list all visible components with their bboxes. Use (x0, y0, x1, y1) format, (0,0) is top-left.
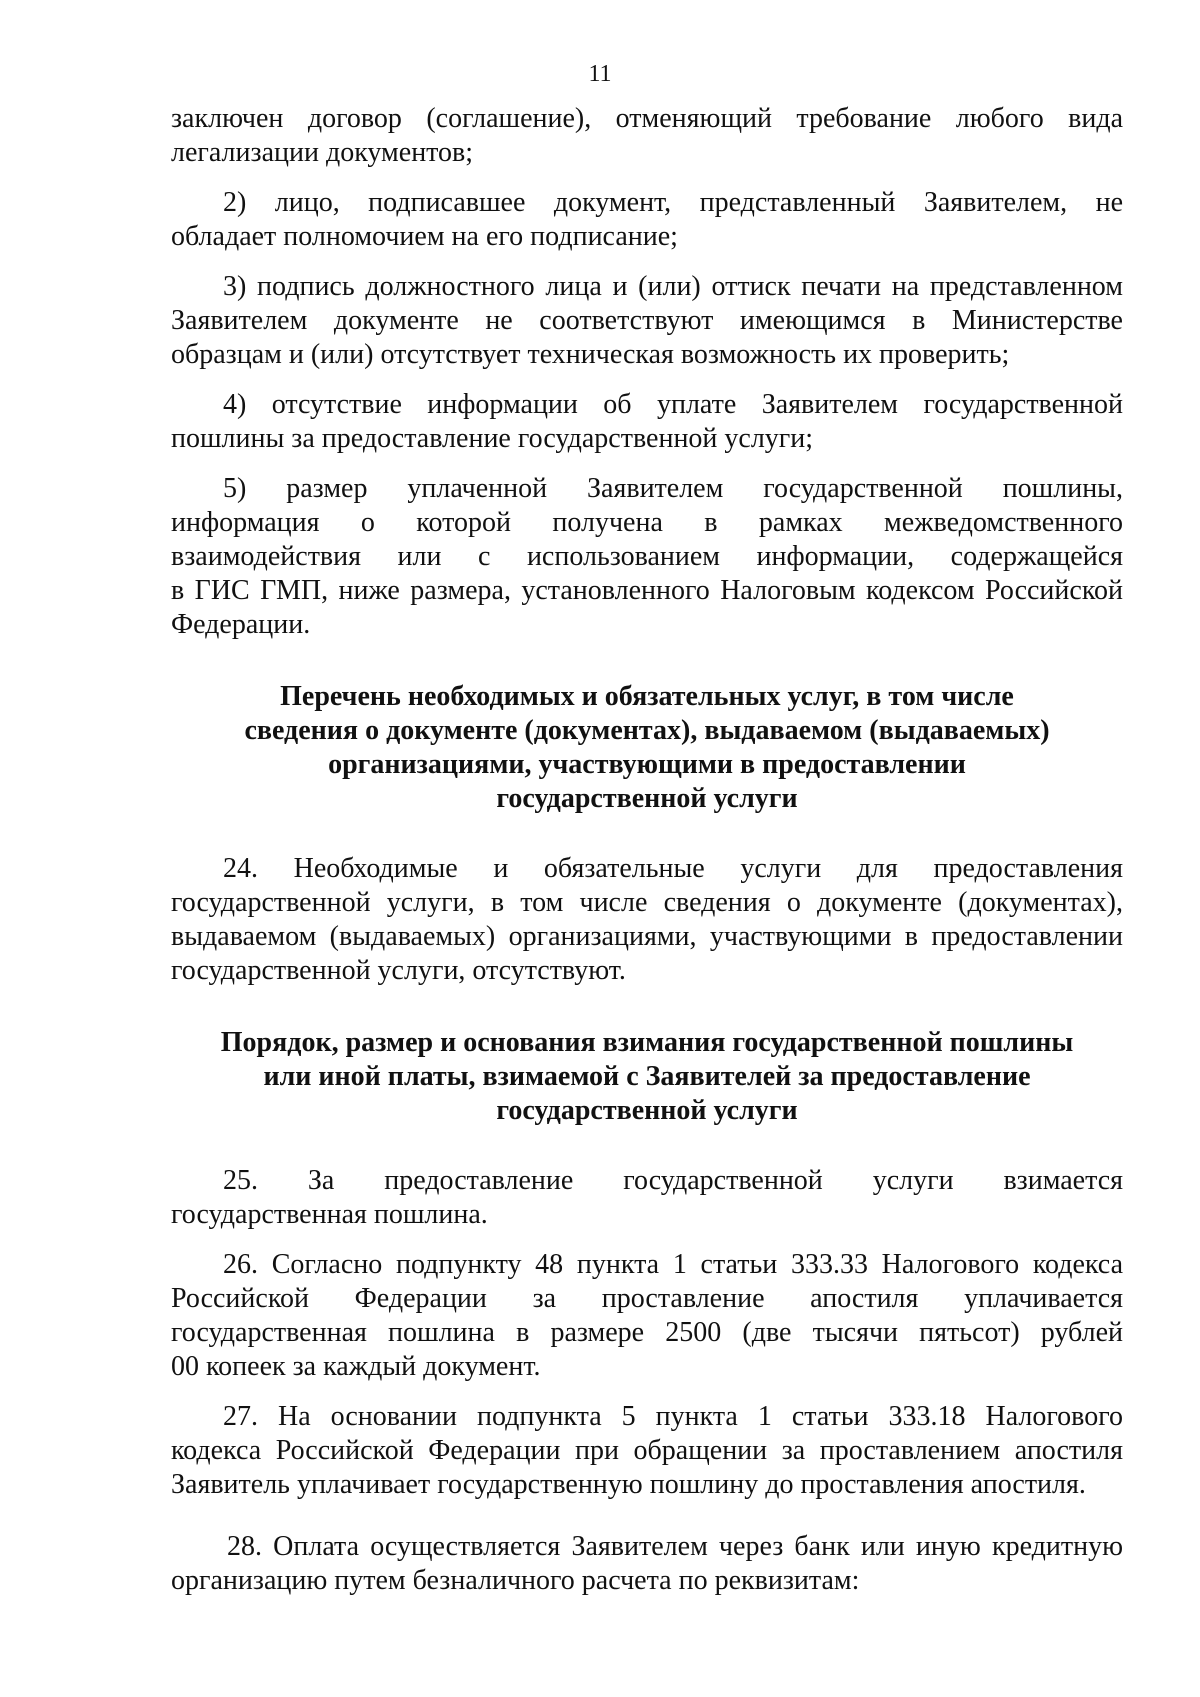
text-line: взаимодействия или с использованием информации, содержащейся (171, 541, 1123, 572)
paragraph-24 (171, 852, 1123, 988)
text-line: кодекса Российской Федерации при обращении за проставлением апостиля (171, 1435, 1123, 1466)
text-line: легализации документов; (171, 137, 474, 168)
heading-line: государственной услуги (496, 783, 798, 814)
page-number: 11 (588, 61, 612, 87)
text-line: Заявителем документе не соответствуют имеющимся в Министерстве (171, 305, 1123, 336)
heading-line: или иной платы, взимаемой с Заявителей за предоставление (263, 1061, 1031, 1092)
text-line: 25. За предоставление государственной услуги взимается (223, 1165, 1123, 1196)
heading-line: сведения о документе (документах), выдаваемом (выдаваемых) (244, 715, 1050, 746)
text-line: государственной услуги, в том числе сведения о документе (документах), (171, 887, 1123, 918)
paragraph-continuation (171, 102, 1123, 170)
paragraph-item-3 (171, 270, 1123, 372)
paragraph-25 (171, 1164, 1123, 1232)
text-line: в ГИС ГМП, ниже размера, установленного Налоговым кодексом Российской (171, 575, 1123, 606)
text-line: Российской Федерации за проставление апостиля уплачивается (171, 1283, 1123, 1314)
text-line: информация о которой получена в рамках межведомственного (171, 507, 1123, 538)
text-line: выдаваемом (выдаваемых) организациями, участвующими в предоставлении (171, 921, 1123, 952)
text-line: государственная пошлина в размере 2500 (две тысячи пятьсот) рублей (171, 1317, 1123, 1348)
text-line: Заявитель уплачивает государственную пошлину до проставления апостиля. (171, 1469, 1086, 1500)
text-line: государственной услуги, отсутствуют. (171, 955, 626, 986)
text-line: 26. Согласно подпункту 48 пункта 1 статьи 333.33 Налогового кодекса (223, 1249, 1123, 1280)
paragraph-item-2 (171, 186, 1123, 254)
heading-line: Порядок, размер и основания взимания государственной пошлины (220, 1027, 1074, 1058)
heading-line: организациями, участвующими в предоставлении (328, 749, 966, 780)
paragraph-item-5 (171, 472, 1123, 642)
paragraph-28 (171, 1530, 1123, 1598)
section-heading-state-duty (171, 1026, 1123, 1128)
paragraph-26 (171, 1248, 1123, 1384)
text-line: 2) лицо, подписавшее документ, представленный Заявителем, не (223, 187, 1123, 218)
text-line: пошлины за предоставление государственной услуги; (171, 423, 814, 454)
heading-line: Перечень необходимых и обязательных услуг, в том числе (280, 681, 1014, 712)
text-line: 00 копеек за каждый документ. (171, 1351, 541, 1382)
text-line: государственная пошлина. (171, 1199, 488, 1230)
text-line: 5) размер уплаченной Заявителем государственной пошлины, (223, 473, 1123, 504)
text-line: образцам и (или) отсутствует техническая возможность их проверить; (171, 339, 1010, 370)
text-line: заключен договор (соглашение), отменяющий требование любого вида (171, 103, 1123, 134)
section-heading-required-services (171, 680, 1123, 816)
document-body (171, 102, 1123, 1598)
text-line: 4) отсутствие информации об уплате Заявителем государственной (223, 389, 1123, 420)
text-line: 3) подпись должностного лица и (или) оттиск печати на представленном (223, 271, 1123, 302)
heading-line: государственной услуги (496, 1095, 798, 1126)
text-line: 28. Оплата осуществляется Заявителем через банк или иную кредитную (227, 1531, 1123, 1562)
paragraph-27 (171, 1400, 1123, 1502)
text-line: обладает полномочием на его подписание; (171, 221, 678, 252)
text-line: 24. Необходимые и обязательные услуги для предоставления (223, 853, 1123, 884)
text-line: организацию путем безналичного расчета по реквизитам: (171, 1565, 860, 1596)
text-line: 27. На основании подпункта 5 пункта 1 статьи 333.18 Налогового (223, 1401, 1123, 1432)
paragraph-item-4 (171, 388, 1123, 456)
text-line: Федерации. (171, 609, 311, 640)
